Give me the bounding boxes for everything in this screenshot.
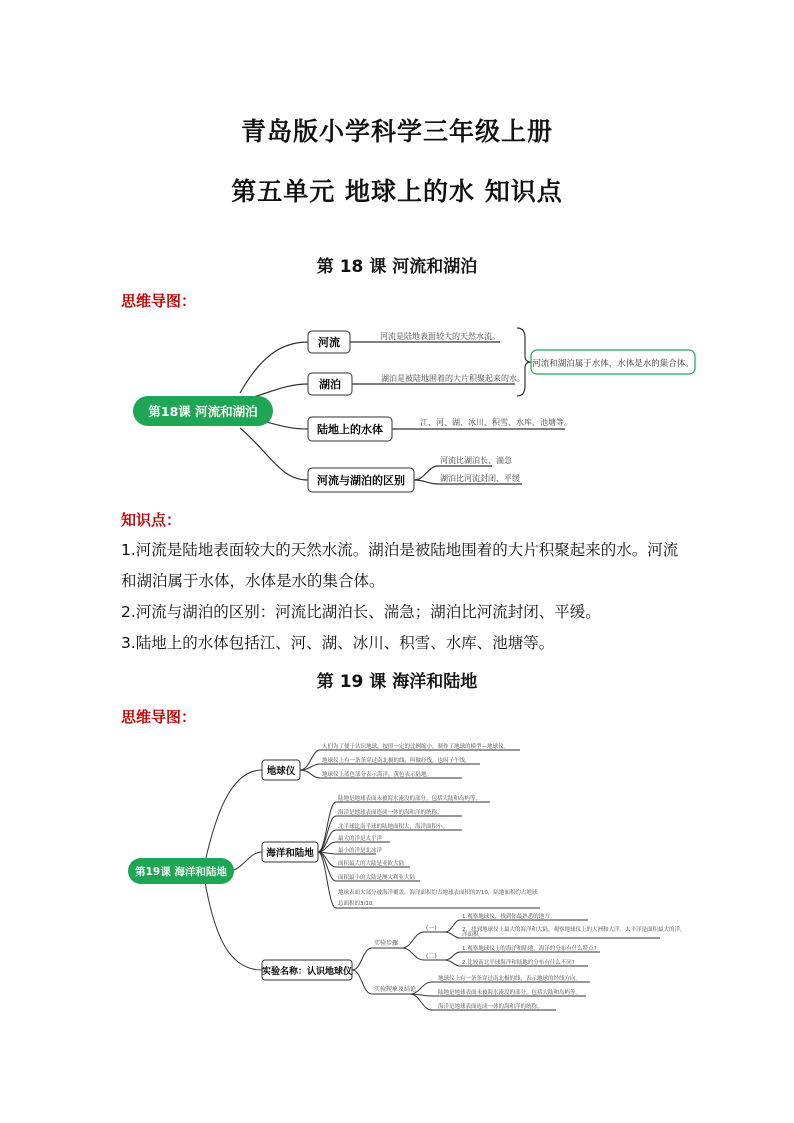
result-note-3: 海洋是地球表面连成一体的海和洋的统称。 — [438, 1004, 543, 1010]
step2-note-1: 1.观察地球仪上的海洋和陆地，海洋的分布有什么特点? — [462, 946, 597, 952]
water-body-note: 河流和湖泊属于水体，水体是水的集合体。 — [532, 359, 694, 369]
step1-note-3: 洋面积。 — [462, 932, 485, 938]
globe-note-2: 地球仪上有一条条穿过南北极的线，叫做经线，也叫子午线。 — [322, 758, 471, 764]
river-note: 河流是陆地表面较大的天然水流。 — [380, 332, 500, 341]
ocean-note-5: 最小的洋是北冰洋 — [338, 848, 383, 854]
branch-ocean-land: 海洋和陆地 — [266, 848, 314, 859]
experiment-steps: 实验步骤 — [374, 940, 399, 947]
ocean-note-9: 总面积的3/10。 — [338, 901, 378, 907]
difference-note-2: 湖泊比河流封闭、平缓 — [440, 474, 520, 483]
branch-globe: 地球仪 — [266, 766, 296, 777]
branch-lake: 湖泊 — [319, 378, 341, 391]
knowledge-point-3: 3.陆地上的水体包括江、河、湖、冰川、积雪、水库、池塘等。 — [121, 634, 555, 652]
knowledge-point-2: 2.河流与湖泊的区别：河流比湖泊长、湍急；湖泊比河流封闭、平缓。 — [121, 603, 601, 621]
ocean-note-1: 陆地是地球表面未被海水淹没的部分，包括大陆和岛屿等。 — [338, 796, 482, 802]
result-note-1: 地球仪上有一条条穿过南北极的线，表示地球的经线方向。 — [438, 976, 582, 982]
experiment-results: 实验现象及结论 — [374, 986, 417, 993]
difference-note-1: 河流比湖泊长、湍急 — [440, 456, 512, 465]
knowledge-label-18: 知识点： — [121, 511, 182, 529]
ocean-note-7: 面积最小的大陆是澳大利亚大陆 — [338, 875, 416, 881]
lake-note: 湖泊是被陆地围着的大片积聚起来的水。 — [381, 374, 525, 383]
knowledge-point-1: 1.河流是陆地表面较大的天然水流。湖泊是被陆地围着的大片积聚起来的水。河流和湖泊属于水体，水体是水的集合体。 — [121, 541, 679, 590]
globe-note-1: 人们为了便于认识地球，按照一定的比例缩小，制作了地球的模型—地球仪。 — [322, 744, 510, 750]
land-water-note: 江、河、湖、冰川、积雪、水库、池塘等。 — [420, 418, 572, 427]
result-note-2: 陆地是地球表面未被海水淹没的部分，包括大陆和岛屿等。 — [438, 990, 582, 996]
branch-river: 河流 — [318, 336, 340, 349]
step2-note-2: 2.比较南北半球海洋和陆地的分布有什么不同? — [462, 960, 575, 966]
mindmap-label-18: 思维导图： — [121, 292, 197, 310]
knowledge-points-18 — [121, 535, 681, 659]
ocean-note-3: 北半球比南半球的陆地面积大，海洋面积小。 — [338, 824, 449, 830]
unit-title: 第五单元 地球上的水 知识点 — [231, 177, 563, 206]
mindmap-lesson-19 — [0, 738, 794, 1023]
document-title: 青岛版小学科学三年级上册 — [240, 117, 553, 146]
branch-experiment: 实验名称：认识地球仪 — [261, 967, 353, 977]
mindmap-label-19: 思维导图： — [121, 708, 197, 726]
center-node-19-label: 第19课 海洋和陆地 — [135, 866, 227, 878]
step1-note-1: 1.观察地球仪，找到你最熟悉的地方。 — [462, 914, 556, 920]
step-one: (一) — [426, 925, 437, 932]
step1-note-2: 2．找到地球仪上最大的海洋和大陆，观察地球仪上的大洲和大洋，太平洋是面积最大的洋。 — [462, 927, 686, 933]
branch-land-water: 陆地上的水体 — [317, 423, 383, 436]
ocean-note-6: 面积最大的大陆是亚欧大陆 — [338, 861, 405, 867]
step-two: (二) — [426, 953, 437, 960]
globe-note-3: 地球仪上蓝色部分表示海洋，黄色表示陆地。 — [322, 772, 433, 778]
branch-difference: 河流与湖泊的区别 — [317, 474, 405, 487]
ocean-note-2: 海洋是地球表面连成一体的海和洋的统称。 — [338, 810, 443, 816]
center-node-18-label: 第18课 河流和湖泊 — [148, 404, 258, 419]
lesson-19-heading: 第 19 课 海洋和陆地 — [316, 672, 478, 692]
ocean-note-8: 地球表面大部分被海洋覆盖，海洋面积约占地球表面积的7/10，陆地面积约占地球 — [338, 890, 538, 896]
lesson-18-heading: 第 18 课 河流和湖泊 — [316, 257, 478, 277]
mindmap-lesson-18 — [0, 318, 794, 498]
ocean-note-4: 最大的洋是太平洋 — [338, 836, 383, 842]
